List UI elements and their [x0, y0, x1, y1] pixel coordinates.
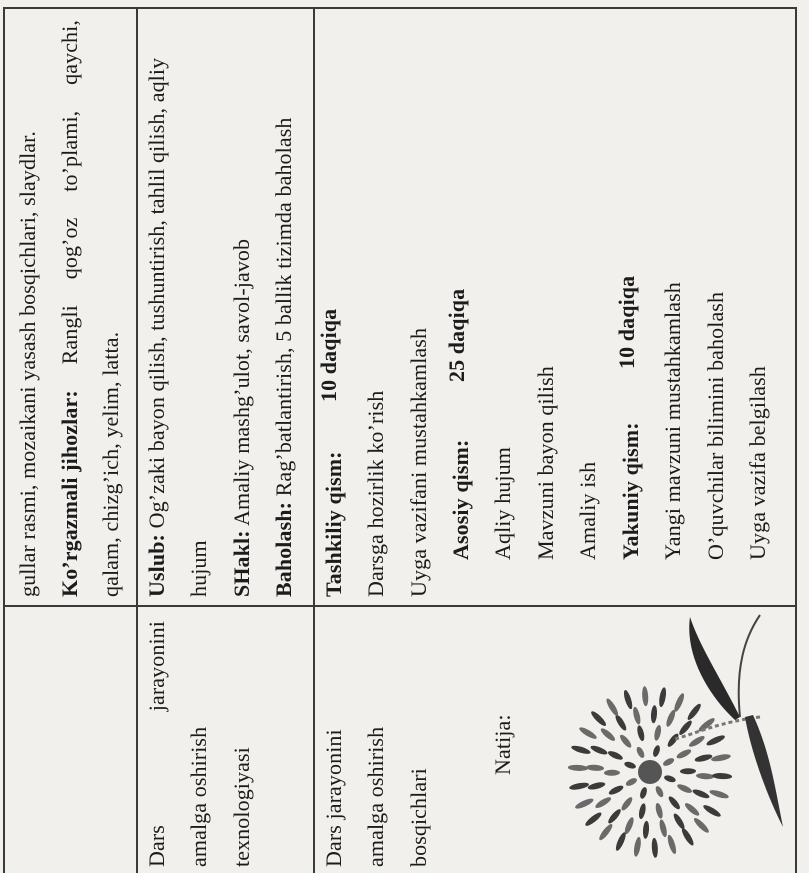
flower-petal — [639, 786, 648, 799]
flower-center — [638, 760, 662, 784]
flower-petal — [625, 777, 638, 788]
flower-petal — [702, 803, 722, 818]
flower-petal — [697, 716, 716, 733]
flower-petal — [594, 795, 612, 810]
flower-petal — [597, 822, 614, 841]
materials-word: qog’oz — [57, 217, 82, 280]
flower-petal — [632, 706, 642, 725]
flower-leaf-bottom — [745, 715, 783, 827]
flower-leaf-top — [689, 617, 740, 720]
flower-petal — [705, 734, 726, 748]
stage-1-duration: 10 daqiqa — [316, 308, 341, 402]
flower-petal — [620, 796, 634, 812]
flower-petal — [709, 788, 730, 800]
stage-3-title: Yakuniy qism: — [618, 422, 643, 560]
flower-petal — [638, 803, 647, 820]
label-word: jarayonini — [144, 621, 169, 712]
flower-petal — [650, 705, 657, 723]
flower-petal — [599, 726, 617, 742]
stage-1-item: Darsga hozirlik ko’rish — [363, 390, 388, 597]
form-text: Amaliy mashg’ulot, savol-javob — [229, 238, 254, 526]
flower-petal — [614, 831, 628, 852]
flower-petal — [570, 744, 591, 756]
stage-3-duration: 10 daqiqa — [614, 275, 639, 369]
row-divider-1 — [136, 7, 138, 873]
flower-petal — [604, 770, 620, 776]
flower-petal — [642, 686, 649, 706]
stages-label-line-1: Dars jarayonini — [321, 729, 346, 867]
flower-petal — [654, 785, 665, 798]
flower-petal — [635, 746, 646, 759]
flower-petal — [683, 801, 701, 817]
form-label: SHakl: — [229, 530, 254, 597]
flower-illustration — [535, 607, 785, 867]
materials-word: to’plami, — [57, 110, 82, 192]
method-line — [146, 58, 168, 597]
stage-3-item: Yangi mavzuni mustahkamlash — [660, 282, 685, 560]
flower-petal — [605, 697, 621, 717]
technology-label-line-1 — [146, 621, 168, 867]
method-line-2: hujum — [186, 540, 211, 597]
flower-petal — [666, 732, 680, 748]
flower-petal — [636, 725, 646, 742]
table-border-right — [3, 7, 795, 9]
flower-petal — [589, 709, 607, 727]
stage-title: Tashkiliy qism: — [321, 451, 346, 597]
flower-petal — [578, 725, 598, 740]
flower-petal — [686, 702, 703, 721]
flower-petal — [662, 757, 675, 768]
flower-petal — [590, 744, 609, 756]
flower-petal — [623, 760, 636, 769]
flower-petal — [672, 692, 686, 713]
flower-petal — [584, 811, 603, 828]
flower-petal — [688, 734, 706, 749]
flower-petal — [622, 689, 634, 710]
flower-petal — [667, 795, 682, 811]
evaluation-text: Rag’batlantirish, 5 ballik tizimda baholash — [271, 117, 296, 497]
stage-2-item: Amaliy ish — [575, 461, 600, 560]
stage-2-duration: 25 daqiqa — [444, 288, 469, 382]
flower-petal — [658, 819, 668, 838]
flower-petal — [675, 748, 692, 761]
flower-petal — [568, 764, 588, 771]
flower-petal — [586, 764, 604, 771]
flower-petal — [651, 838, 658, 858]
flower-petal — [676, 783, 693, 795]
materials-line-2 — [59, 20, 81, 597]
flower-petal — [608, 784, 625, 797]
flower-petal — [665, 709, 677, 728]
flower-petal — [712, 773, 732, 780]
stages-label-line-3: bosqichlari — [406, 768, 431, 867]
flower-petal — [587, 781, 606, 791]
label-word: Dars — [144, 825, 169, 867]
technology-label-line-2: amalga oshirish — [186, 726, 211, 867]
flower-petal — [569, 781, 590, 791]
method-label: Uslub: — [144, 534, 169, 597]
flower-petal — [633, 836, 642, 857]
table-border-top — [3, 7, 5, 873]
flower-petal — [658, 687, 667, 708]
visual-aids-label: Ko’rgazmali jihozlar: — [57, 390, 82, 597]
stage-1-title-line — [323, 451, 345, 597]
stage-3-item: Uyga vazifa belgilash — [745, 366, 770, 560]
stage-3-item: O’quvchilar bilimini baholash — [703, 291, 728, 560]
flower-petal — [666, 834, 678, 855]
flower-petal — [607, 749, 624, 761]
flower-petal — [618, 733, 633, 749]
evaluation-line — [273, 118, 295, 597]
materials-line-3: qalam, chizg’ich, yelim, latta. — [98, 331, 123, 597]
flower-petal — [574, 797, 595, 811]
technology-label-line-3: texnologiyasi — [229, 747, 254, 867]
materials-word: Rangli — [57, 305, 82, 365]
flower-petals — [568, 686, 732, 858]
method-text: Og’zaki bayon qilish, tushuntirish, tahlil qilish, aqliy — [144, 57, 169, 529]
flower-petal — [652, 744, 661, 757]
flower-petal — [694, 753, 713, 763]
flower-petal — [692, 788, 711, 800]
stage-2-title: Asosiy qism: — [448, 439, 473, 560]
flower-petal — [680, 768, 696, 774]
row-divider-2 — [313, 7, 315, 873]
flower-petal — [614, 713, 629, 731]
table-border-bottom — [795, 7, 797, 873]
stages-label-line-2: amalga oshirish — [363, 726, 388, 867]
flower-petal — [642, 821, 649, 839]
form-line — [231, 239, 253, 597]
stage-2-item: Mavzuni bayon qilish — [533, 366, 558, 560]
flower-petal — [663, 774, 676, 783]
evaluation-label: Baholash: — [271, 501, 296, 597]
flower-petal — [711, 753, 732, 763]
flower-petal — [696, 773, 714, 780]
flower-petal — [654, 802, 664, 819]
flower-petal — [623, 816, 635, 835]
flower-petal — [672, 812, 687, 830]
flower-petal — [653, 724, 662, 741]
flower-petal — [692, 816, 710, 834]
flower-petal — [680, 827, 696, 847]
stage-2-item: Aqliy hujum — [490, 447, 515, 560]
result-label: Natija: — [490, 714, 515, 775]
materials-word: qaychi, — [57, 20, 82, 85]
materials-line-1: gullar rasmi, mozaikani yasash bosqichlari, slaydlar. — [15, 131, 40, 597]
flower-petal — [606, 807, 622, 825]
stage-1-item: Uyga vazifani mustahkamlash — [406, 327, 431, 597]
